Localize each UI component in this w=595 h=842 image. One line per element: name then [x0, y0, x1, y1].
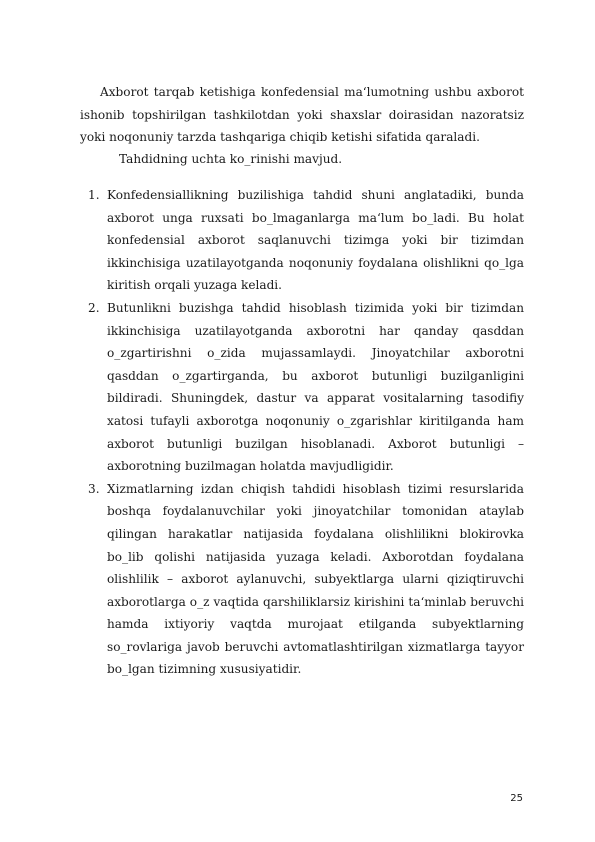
page-number: 25 — [510, 793, 523, 804]
list-item-number: 2. — [88, 300, 100, 315]
list-item-number: 3. — [88, 481, 100, 496]
list-item — [80, 184, 524, 297]
threat-types-sentence: Tahdidning uchta ko_rinishi mavjud. — [119, 152, 343, 166]
list-item-text: Xizmatlarning izdan chiqish tahdidi hisoblash tizimi resurslarida boshqa foydalanuvchilar yoki jinoyatchilar tomonidan ataylab qilingan harakatlar natijasida foydalana olishlilikni blokirovka bo_lib qolishi natijasida yuzaga keladi. Axborotdan foydalana olishlilik – axborot aylanuvchi, subyektlarga ularni qiziqtiruvchi axborotlarga o_z vaqtida qarshiliklarsiz kirishini ta‘minlab beruvchi hamda ixtiyoriy vaqtda murojaat etilganda subyektlarning so_rovlariga javob beruvchi avtomatlashtirilgan xizmatlarga tayyor bo_lgan tizimning xususiyatidir. — [107, 481, 524, 677]
list-item-text: Butunlikni buzishga tahdid hisoblash tizimida yoki bir tizimdan ikkinchisiga uzatilayotganda axborotni har qanday qasddan o_zgartirishni o_zida mujassamlaydi. Jinoyatchilar axborotni qasddan o_zgartirganda, bu axborot butunligi buzilganligini bildiradi. Shuningdek, dastur va apparat vositalarning tasodifiy xatosi tufayli axborotga noqonuniy o_zgarishlar kiritilganda ham axborot butunligi buzilgan hisoblanadi. Axborot butunligi – axborotning buzilmagan holatda mavjudligidir. — [107, 300, 524, 474]
list-item — [80, 297, 524, 478]
list-item-text: Konfedensiallikning buzilishiga tahdid shuni anglatadiki, bunda axborot unga ruxsati bo_lmaganlarga ma‘lum bo_ladi. Bu holat konfedensial axborot saqlanuvchi tizimga yoki bir tizimdan ikkinchisiga uzatilayotganda noqonuniy foydalana olishlikni qo_lga kiritish orqali yuzaga keladi. — [107, 188, 524, 293]
list-item-number: 1. — [88, 188, 100, 202]
list-item — [80, 478, 524, 681]
threat-list — [80, 184, 524, 681]
intro-paragraph: Axborot tarqab ketishiga konfedensial ma‘lumotning ushbu axborot ishonib topshirilgan tashkilotdan yoki shaxslar doirasidan nazoratsiz yoki noqonuniy tarzda tashqariga chiqib ketishi sifatida qaraladi. — [80, 85, 524, 145]
